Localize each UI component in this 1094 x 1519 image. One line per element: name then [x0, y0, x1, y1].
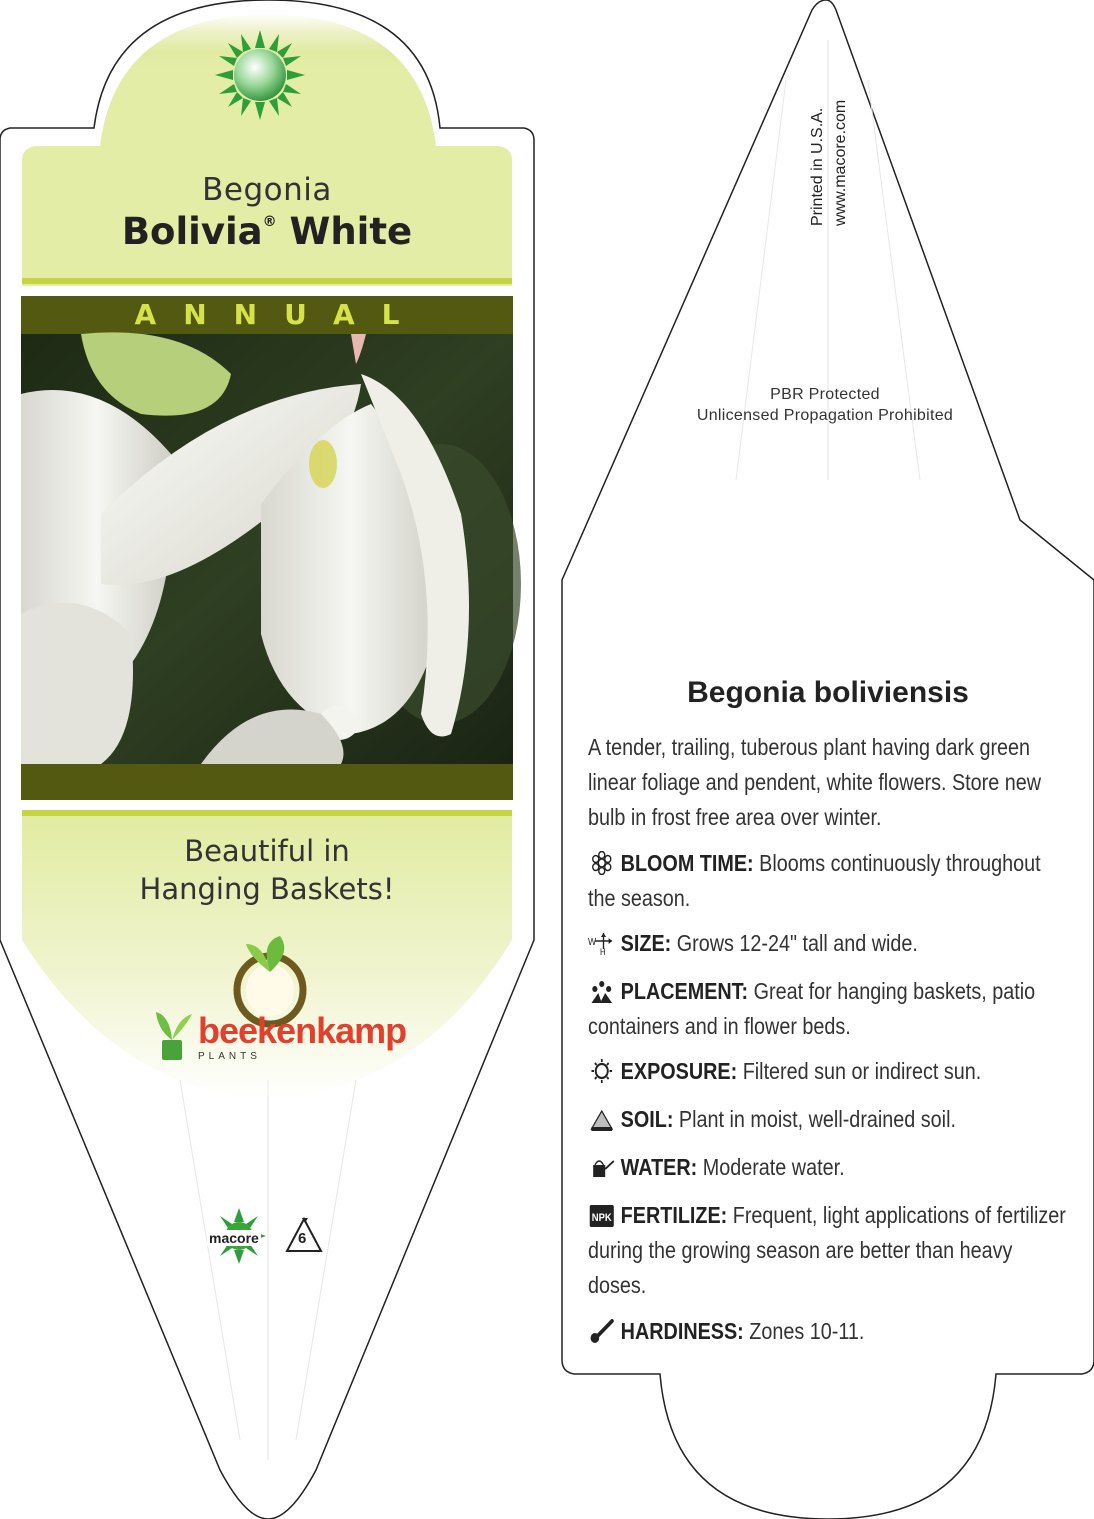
npk-icon	[588, 1203, 616, 1227]
care-size	[588, 926, 1070, 961]
watering-can-icon	[588, 1155, 616, 1179]
genus-title: Begonia	[202, 172, 332, 208]
care-text: Moderate water.	[702, 1154, 845, 1180]
brand-name: beekenkamp	[198, 1010, 407, 1051]
care-bloom-time	[588, 846, 1070, 916]
pbr-notice	[640, 384, 1010, 426]
macore-text: macore	[209, 1230, 259, 1246]
care-text: Great for hanging baskets, patio containers and in flower beds.	[588, 978, 1036, 1039]
care-label: PLACEMENT:	[620, 978, 749, 1004]
care-text: Plant in moist, well-drained soil.	[678, 1106, 956, 1132]
care-text: Filtered sun or indirect sun.	[742, 1058, 982, 1084]
cultivar-suffix: White	[289, 210, 413, 253]
care-label: SOIL:	[620, 1106, 674, 1132]
category-label: ANNUAL	[134, 298, 427, 331]
registered-mark: ®	[262, 214, 277, 230]
size-icon	[588, 931, 616, 955]
flower-icon	[588, 851, 616, 875]
size-icon-w: W	[588, 936, 597, 948]
care-hardiness	[588, 1314, 1070, 1349]
care-label: SIZE:	[620, 930, 672, 956]
cultivar-name: Bolivia	[121, 210, 263, 253]
care-label: WATER:	[620, 1154, 698, 1180]
care-text: Blooms continuously throughout the season.	[588, 850, 1041, 911]
care-text: Zones 10-11.	[749, 1318, 865, 1344]
placement-icon	[588, 979, 616, 1003]
printed-in: Printed in U.S.A.	[809, 107, 826, 226]
care-placement	[588, 974, 1070, 1044]
thermometer-icon	[588, 1319, 616, 1343]
description: A tender, trailing, tuberous plant having dark green linear foliage and pendent, white flowers. Store new bulb in frost free area over winter.	[588, 734, 1042, 830]
printed-info	[792, 70, 852, 230]
soil-icon	[588, 1107, 616, 1131]
recycle-number: 6	[298, 1230, 307, 1247]
care-label: EXPOSURE:	[620, 1058, 738, 1084]
brand-sub: PLANTS	[198, 1051, 261, 1062]
care-water	[588, 1150, 1070, 1185]
care-label: HARDINESS:	[620, 1318, 744, 1344]
care-soil	[588, 1102, 1070, 1137]
sun-icon	[588, 1059, 616, 1083]
species-title: Begonia boliviensis	[687, 676, 969, 709]
care-label: BLOOM TIME:	[620, 850, 754, 876]
npk-icon-text: NPK	[591, 1212, 612, 1225]
pbr-line2: Unlicensed Propagation Prohibited	[696, 407, 954, 424]
care-fertilize	[588, 1198, 1070, 1303]
care-text: Frequent, light applications of fertilizer during the growing season are better than heavy doses.	[588, 1202, 1066, 1298]
care-text: Grows 12-24" tall and wide.	[676, 930, 918, 956]
care-exposure	[588, 1054, 1070, 1089]
size-icon-h: H	[600, 946, 606, 955]
tagline-line2: Hanging Baskets!	[139, 872, 395, 906]
care-label: FERTILIZE:	[620, 1202, 728, 1228]
pbr-line1: PBR Protected	[770, 386, 880, 403]
website: www.macore.com	[832, 99, 849, 226]
tagline-line1: Beautiful in	[184, 834, 350, 868]
